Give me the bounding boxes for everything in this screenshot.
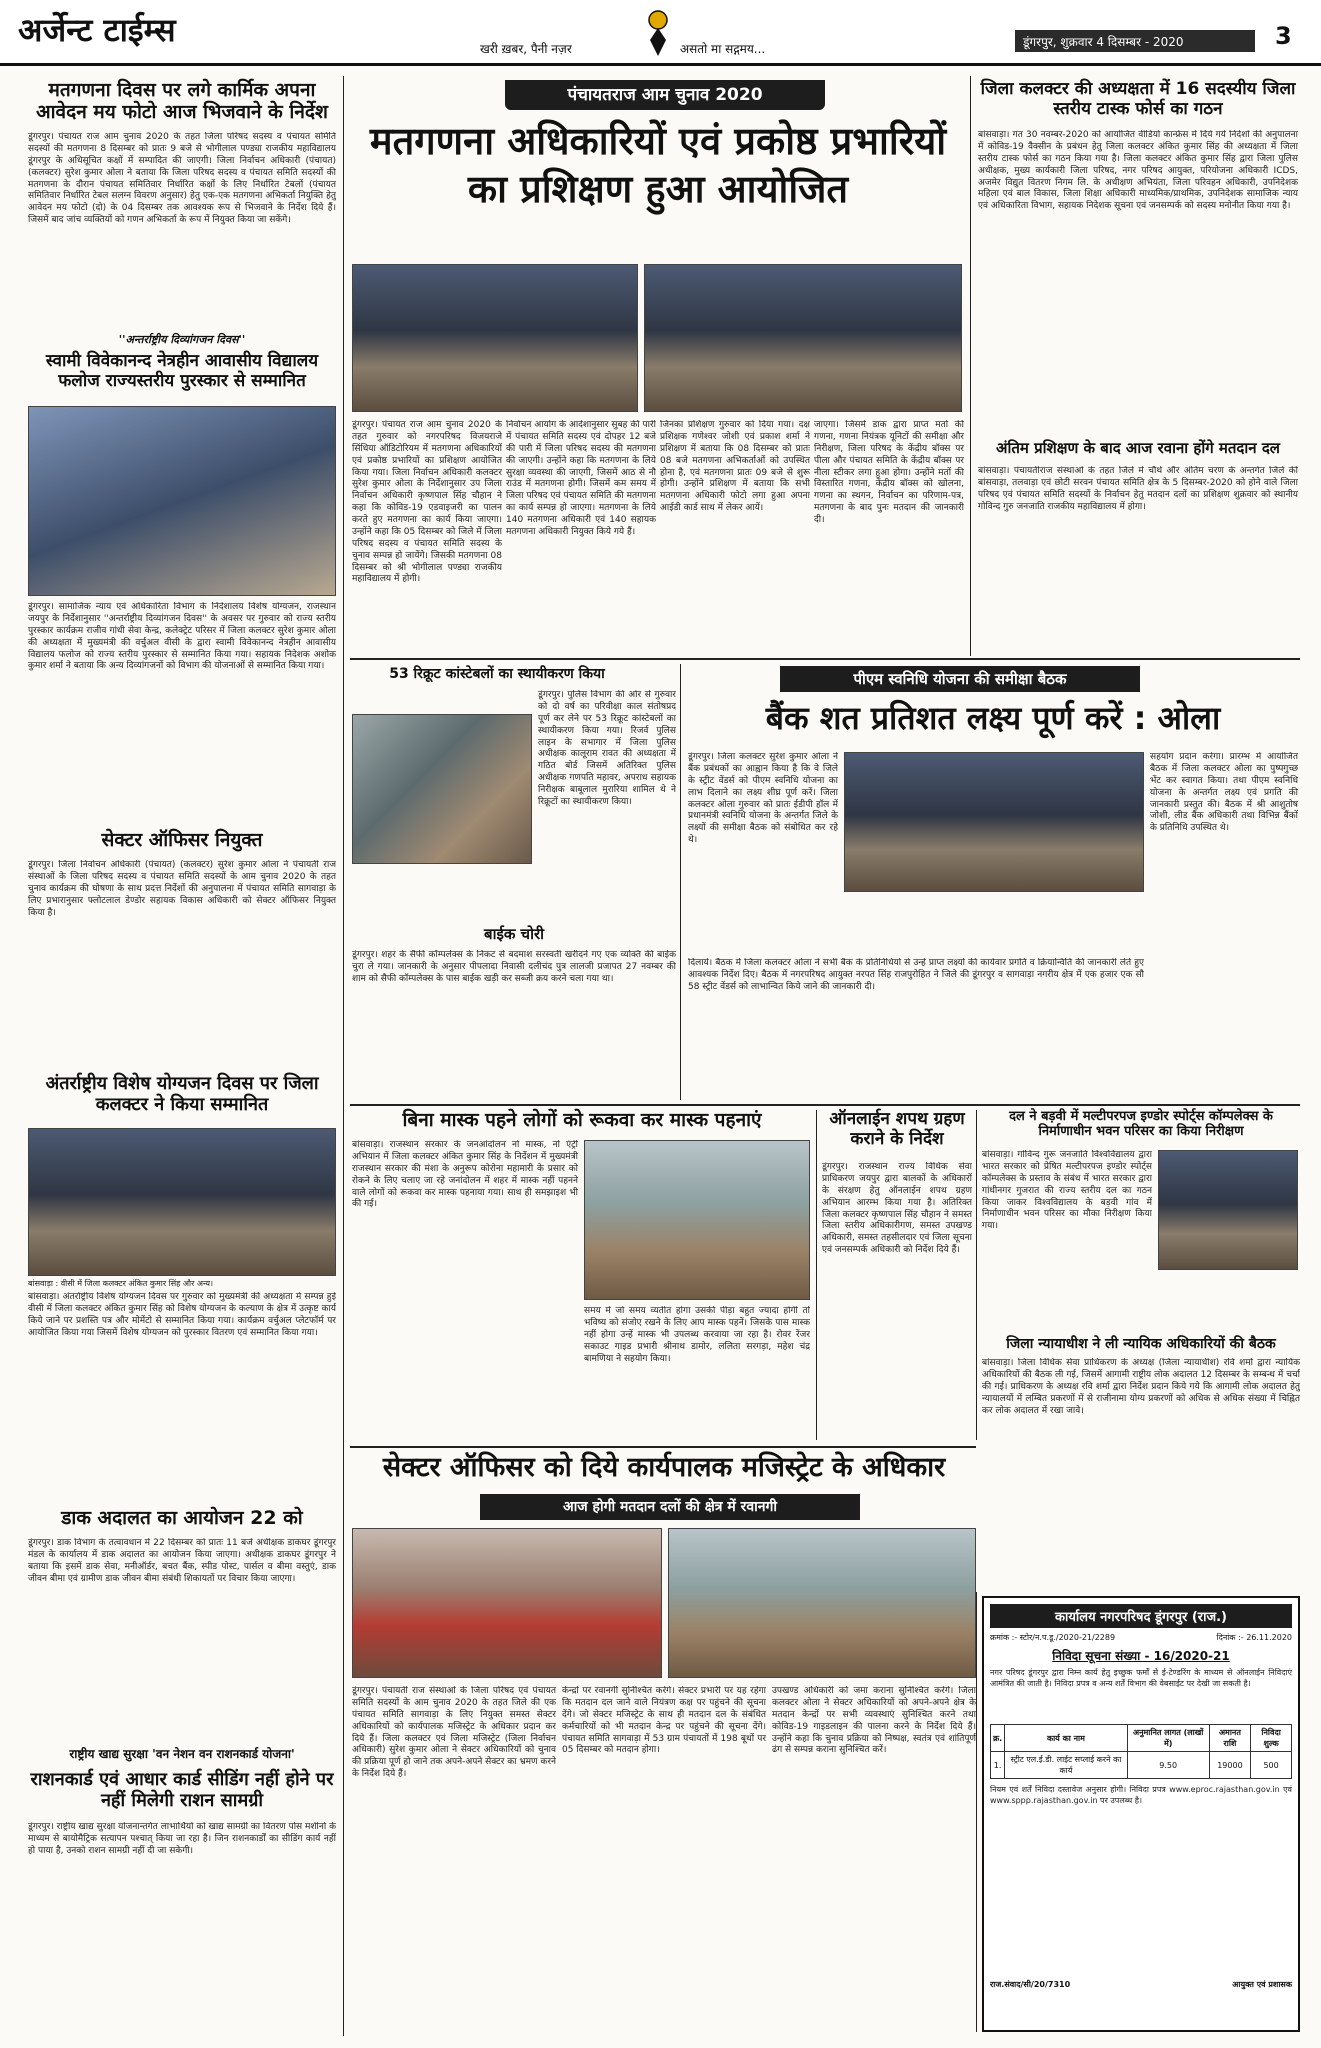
oath-headline: ऑनलाईन शपथ ग्रहण कराने के निर्देश [829, 1109, 965, 1149]
task-force-headline: जिला कलक्टर की अध्यक्षता में 16 सदस्यीय जिला स्तरीय टास्क फोर्स का गठन [980, 79, 1296, 119]
story6-body: डूंगरपुर। राष्ट्रीय खाद्य सुरक्षा योजनान्तर्गत लाभार्थियों को खाद्य सामग्री का वितरण पोस मशीनों के माध्यम से बायोमैट्रिक सत्यापन पश्चात् किया जा रहा है। जिन राशनकार्डों का सीडिंग कार्य नहीं हो पाया है, उनको राशन सामग्री नहीं दी जा सकेगी। [28, 1822, 336, 1856]
mask-headline: बिना मास्क पहने लोगों को रूकवा कर मास्क पहनाएं [402, 1109, 762, 1131]
story4-body: बांसवाड़ा। अंतर्राष्ट्रीय विशेष योग्यजन दिवस पर गुरुवार को मुख्यमंत्री की अध्यक्षता में सम्पन्न हुई वीसी में जिला कलक्टर अंकित कुमार सिंह को विशेष योग्यजन के कल्याण के क्षेत्र में उत्कृष्ट कार्य किये जाने पर प्रशस्ति पत्र और मोमेंटो से सम्मानित किया गया। कार्यक्रम वर्चुअल प्लेटफॉर्म पर आयोजित किया गया जिसमें विशेष योग्यजन को पुरस्कार वितरण एवं सम्मानित किया गया। [28, 1292, 336, 1338]
tender-notice [982, 1596, 1300, 2032]
column-divider [970, 76, 971, 656]
constable-headline: 53 रिक्रूट कांस्टेबलों का स्थायीकरण किया [389, 666, 605, 682]
story6-headline: राशनकार्ड एवं आधार कार्ड सीडिंग नहीं होने पर नहीं मिलेगी राशन सामग्री [30, 1769, 334, 1811]
bank-review-body-col1: डूंगरपुर। जिला कलक्टर सुरेश कुमार ओला ने बैंक प्रबंधकों का आह्वान किया है कि वे जिले के स्ट्रीट वेंडर्स को पीएम स्वनिधि योजना का लाभ दिलाने का लक्ष्य शीघ्र पूर्ण करें। जिला कलक्टर ओला गुरुवार को प्रातः ईडीपी हॉल में प्रधानमंत्री स्वनिधि योजना के अन्तर्गत जिले के लक्ष्यों की समीक्षा बैठक को संबोधित कर रहे थे। [688, 752, 838, 846]
sports-complex-body: बांसवाड़ा। गोविन्द गुरू जनजाति विश्वविद्यालय द्वारा भारत सरकार को प्रेषित मल्टीपरपज इण्डोर स्पोर्ट्स कॉम्पलेक्स के प्रस्ताव के संबंध में भारत सरकार द्वारा गांधीनगर गुजरात की राज्य स्तरीय दल का गठन किया जाकर विश्वविद्यालय के बड़वी गांव में निर्माणाधीन भवन परिसर का मौका निरीक्षण किया गया। [982, 1150, 1152, 1232]
tender-title: निविदा सूचना संख्या - 16/2020-21 [1052, 1649, 1230, 1663]
award-ceremony-photo [28, 406, 336, 596]
tender-col-cost: अनुमानित लागत (लाखों में) [1127, 1725, 1209, 1752]
column-divider [976, 1592, 977, 2032]
tender-ref: क्रमांक :- स्टोर/न.प.डू./2020-21/2289 [990, 1633, 1116, 1642]
mask-body-2: समय में जो समय व्यतीत होगा उसकी पीड़ा बहुत ज्यादा होगी तो भविष्य को संजोए रखने के लिए आप मास्क पहनें। जिसके पास मास्क नहीं होगा उन्हें मास्क भी उपलब्ध करवाया जा रहा है। रोवर रेंजर सकाउट गाइड प्रभारी श्रीनाथ डामोर, ललिता सरगड़ा, महेश चंद्र बामणिया ने सहयोग किया। [584, 1306, 810, 1364]
lead-body-col1: डूंगरपुर। पंचायत राज आम चुनाव 2020 के तहत गुरुवार को नगरपरिषद विजयराजे सिंधिया ऑडिटोरियम में मतगणना अधिकारियों एवं प्रकोष्ठ प्रभारियों का प्रशिक्षण आयोजित किया गया। जिला निर्वाचन अधिकारी कलक्टर सुरेश कुमार ओला के निर्देशानुसार उप जिला निर्वाचन अधिकारी कृष्णपाल सिंह चौहान ने कहा कि कोविड-19 एडवाइजरी का पालन करते हुए मतगणना का कार्य किया जाएगा। उन्होंने कहा कि 05 दिसम्बर को जिले में जिला परिषद सदस्य व पंचायत समिति सदस्य के चुनाव सम्पन्न हो जायेंगे। जिसकी मतगणना 08 दिसम्बर को श्री भोगीलाल पण्ड्या राजकीय महाविद्यालय में होगी। [352, 420, 502, 585]
bank-meeting-photo [844, 752, 1144, 892]
tender-row-sno: 1. [991, 1752, 1005, 1779]
bike-theft-body: डूंगरपुर। शहर के सैफी कॉम्पलेक्स के निकट से बदमाश सरस्वती खरीदने गए एक व्यक्ति की बाईक चुरा ले गया। जानकारी के अनुसार पीपलादा निवासी दलीचंद पुत्र लालजी प्रजापत 27 नवम्बर की शाम को सैफी कॉम्पलेक्स के पास बाईक खड़ी कर सब्जी क्रय करने चला गया था। [352, 950, 676, 984]
tender-table [990, 1724, 1292, 1779]
task-force-body: बांसवाड़ा। गत 30 नवम्बर-2020 को आयोजित वीडियो कान्फ्रेंस में दिये गये निर्देशों की अनुपालना में कोविड-19 वैक्सीन के प्रबंधन हेतु जिला कलक्टर अंकित कुमार सिंह की अध्यक्षता में जिला स्तरीय टास्क फोर्स का गठन किया गया है। जिला कलक्टर अंकित कुमार सिंह द्वारा जिला पुलिस अधीक्षक, मुख्य कार्यकारी जिला परिषद, नगर परिषद आयुक्त, परियोजना अधिकारी ICDS, अजमेर विद्युत वितरण निगम लि. के अधीक्षण अभियंता, जिला परिवहन अधिकारी, उपनिदेशक महिला एवं बाल विकास, जिला शिक्षा अधिकारी माध्यमिक/प्राथमिक, उपनिदेशक सामाजिक न्याय एवं अधिकारिता विभाग, सहायक निदेशक सूचना एवं जनसम्पर्क को सदस्य मनोनीत किया गया है। [978, 130, 1298, 212]
sector-officer-body-col2: केन्द्रों पर रवानगी सुनिश्चित करेंगे। सेक्टर प्रभारी पर यह रहेगा कि मतदान दल जाने वाले नियंत्रण कक्ष पर पहुंचने की सूचना देंगे। जो सेक्टर मजिस्ट्रेट के साथ ही मतदान दल के संबंधित कर्मचारियों को भी मतदान केन्द्र पर पहुंचने की सूचना देंगे। पंचायत समिति सागवाड़ा में 53 ग्राम पंचायतों में 198 बूथों पर 05 दिसम्बर को मतदान होगा। [562, 1686, 766, 1756]
slogan-left: खरी ख़बर, पैनी नज़र [480, 42, 572, 56]
tender-notes: नियम एवं शर्तें निविदा दस्तावेज अनुसार होगी। निविदा प्रपत्र www.eproc.rajasthan.gov.in एवं www.sppp.rajasthan.gov.in पर उपलब्ध है। [990, 1785, 1292, 1805]
tender-date: दिनांक :- 26.11.2020 [1216, 1633, 1292, 1642]
judge-meeting-headline: जिला न्यायाधीश ने ली न्यायिक अधिकारियों की बैठक [1006, 1336, 1276, 1352]
tender-row-emd: 19000 [1209, 1752, 1251, 1779]
polling-party-headline: अंतिम प्रशिक्षण के बाद आज रवाना होंगे मतदान दल [996, 439, 1280, 457]
lead-body-col2: निर्वाचन आयोग के आदेशानुसार सुबह की पारी में पंचायत समिति सदस्य एवं दोपहर 12 बजे की पारी में जिला परिषद सदस्य की मतगणना की जाएगी। उन्होंने कहा कि मतगणना के लिये सुरक्षा व्यवस्था की जाएगी, जिसमें आठ से नौ राउंड में मतगणना होगी। जिसमें कम समय में जिला परिषद एवं पंचायत समिति की मतगणना का कार्य सम्पन्न हो जाएगा। मतगणना के लिये 140 मतगणना अधिकारी एवं 140 सहायक मतगणना अधिकारी नियुक्त किये गये हैं। [506, 420, 656, 537]
pen-nib-icon [645, 10, 671, 56]
sector-officer-headline: सेक्टर ऑफिसर को दिये कार्यपालक मजिस्ट्रेट के अधिकार [382, 1452, 946, 1483]
story2-kicker: ''अन्तर्राष्ट्रीय दिव्यांगजन दिवस'' [118, 333, 246, 346]
polling-departure-banner: आज होगी मतदान दलों की क्षेत्र में रवानगी [480, 1494, 860, 1520]
sports-complex-headline: दल ने बड़वी में मल्टीपरपज इण्डोर स्पोर्ट्स कॉम्पलेक्स के निर्माणाधीन भवन परिसर का किया निरीक्षण [1009, 1109, 1273, 1139]
story1-body: डूंगरपुर। पंचायत राज आम चुनाव 2020 के तहत जिला परिषद सदस्य व पंचायत समिति सदस्यों की मतगणना 8 दिसम्बर को प्रातः 9 बजे से भोगीलाल पण्ड्या राजकीय महाविद्यालय डूंगरपुर के अधिसूचित कक्षों में सम्पादित की जाएगी। जिला निर्वाचन अधिकारी (पंचायत) (कलक्टर) सुरेश कुमार ओला ने बताया कि जिला परिषद सदस्य व पंचायत समिति सदस्यों की मतगणना के दौरान पंचायत समितिवार निर्धारित कक्षों के लिए निर्धारित टेबलों (पंचायत समितिवार निर्धारित टेबल सलग्न विवरण अनुसार) हेतु एक-एक मतगणना अभिकर्ता नियुक्ति हेतु आवेदन मय फोटो (दो) के 04 दिसम्बर तक आवश्यक रूप से भिजवाने के निर्देश दिये हैं। जिसमें बाद जांच व्यक्तियों को गणन अभिकर्ता के रूप में नियुक्त किया जा सकेंगे। [28, 132, 336, 226]
judge-meeting-body: बांसवाड़ा। जिला विधिक सेवा प्राधिकरण के अध्यक्ष (जिला न्यायाधीश) रवि शर्मा द्वारा न्यायिक अधिकारियों की बैठक ली गई, जिसमें आगामी राष्ट्रीय लोक अदालत 12 दिसम्बर के सम्बन्ध में चर्चा की गई। प्राधिकरण के अध्यक्ष रवि शर्मा द्वारा निर्देश प्रदान किये गये कि आगामी लोक अदालत हेतु न्यायालयों में लम्बित प्रकरणों में से राजीनामा योग्य प्रकरणों को अधिक से अधिक संख्या में चिह्नित कर लोक अदालत में रखा जावे। [982, 1358, 1300, 1416]
column-divider [816, 1110, 817, 1440]
table-row [991, 1752, 1292, 1779]
section-divider [350, 1104, 1300, 1106]
sector-officer-body-col1: डूंगरपुर। पंचायती राज संस्थाओं के जिला परिषद एवं पंचायत समिति सदस्यों के आम चुनाव 2020 के तहत जिले की एक पंचायत समिति सागवाड़ा के लिए नियुक्त समस्त सेक्टर अधिकारियों को कार्यपालक मजिस्ट्रेट के अधिकार प्रदान कर दिये हैं। जिला कलक्टर एवं जिला मजिस्ट्रेट (जिला निर्वाचन अधिकारी) सुरेश कुमार ओला ने सेक्टर अधिकारियों को चुनाव की प्रक्रिया पूर्ण हो जाने तक अपने-अपने सेक्टर का भ्रमण करने के निर्देश दिये हैं। [352, 1686, 556, 1780]
training-audience-photo [644, 264, 962, 412]
lead-headline: मतगणना अधिकारियों एवं प्रकोष्ठ प्रभारियों का प्रशिक्षण हुआ आयोजित [369, 119, 947, 211]
masthead [0, 0, 1321, 66]
tender-code: राज.संवाद/सी/20/7310 [990, 1980, 1071, 1989]
story1-headline: मतगणना दिवस पर लगे कार्मिक अपना आवेदन मय फोटो आज भिजवाने के निर्देश [36, 79, 328, 123]
polling-party-photo-2 [668, 1528, 976, 1678]
lead-body-col3: जिनका प्रशिक्षण गुरुवार को दिया गया। दक्ष प्रशिक्षक गणेश्वर जोशी एवं प्रकाश शर्मा ने प्रशिक्षण में बताया कि 08 दिसम्बर को प्रातः 08 बजे मतगणना अभिकर्ताओं को उपस्थित होना है, एवं मतगणना प्रातः 09 बजे से शुरू होगी। उन्होंने प्रशिक्षण में बताया कि सभी मतगणना अधिकारी फोटो लगा हुआ अपना आईडी कार्ड साथ में लेकर आयें। [660, 420, 810, 514]
story3-body: डूंगरपुर। जिला निर्वाचन अधिकारी (पंचायत) (कलक्टर) सुरेश कुमार ओला ने पंचायती राज संस्थाओं के जिला परिषद सदस्य व पंचायत समिति सदस्यों के आम चुनाव 2020 के तहत चुनाव कार्यक्रम की घोषणा के साथ प्रदत्त निर्देशों की अनुपालना में पंचायत समिति सागवाड़ा के लिए प्रभारानुसार फ्लोटलाल डेण्डोर सहायक विकास अधिकारी को सेक्टर ऑफिसर नियुक्त किया है। [28, 860, 336, 918]
tender-col-fee: निविदा शुल्क [1251, 1725, 1292, 1752]
inspection-photo [1158, 1150, 1298, 1270]
tender-row-cost: 9.50 [1127, 1752, 1209, 1779]
mask-drive-photo [584, 1140, 810, 1300]
story4-headline: अंतर्राष्ट्रीय विशेष योग्यजन दिवस पर जिला कलक्टर ने किया सम्मानित [45, 1073, 319, 1115]
lead-kicker: पंचायतराज आम चुनाव 2020 [505, 80, 825, 110]
story3-headline: सेक्टर ऑफिसर नियुक्त [101, 829, 263, 851]
tender-intro: नगर परिषद डूंगरपुर द्वारा निम्न कार्य हेतु इच्छुक फर्मों से ई-टेण्डरिंग के माध्यम से ऑनलाईन निविदाएं आमंत्रित की जाती है। निविदा प्रपत्र व अन्य शर्तें विभाग की वेबसाईट पर देखी जा सकती है। [990, 1668, 1292, 1688]
column-divider [343, 76, 344, 2036]
bike-theft-headline: बाईक चोरी [484, 925, 544, 943]
story5-headline: डाक अदालत का आयोजन 22 को [61, 1507, 303, 1529]
page-number: 3 [1275, 22, 1292, 50]
column-divider [680, 664, 681, 1100]
date-line: डूंगरपुर, शुक्रवार 4 दिसम्बर - 2020 [1015, 30, 1255, 52]
polling-party-body: बांसवाड़ा। पंचायतीराज संस्थाओं के तहत जिले में चौथे और अंतिम चरण के अन्तर्गत जिले की बांसवाड़ा, तलवाड़ा एवं छोटी सरवन पंचायत समिति क्षेत्र के 5 दिसम्बर-2020 को होने वाले जिला परिषद एवं पंचायत समिति सदस्यों के निर्वाचन हेतु मतदान दलों का प्रशिक्षण शुक्रवार को स्थानीय गोविन्द गुरु जनजाति राजकीय महाविद्यालय में होगा। [978, 466, 1298, 512]
training-hall-photo [352, 264, 638, 412]
vc-meeting-photo [28, 1128, 336, 1276]
polling-party-photo-1 [352, 1528, 662, 1678]
bank-review-body-col3: सहयोग प्रदान करेगा। प्रारम्भ में आयोजित बैठक में जिला कलक्टर ओला का पुष्पगुच्छ भेंट कर स्वागत किया। तथा पीएम स्वनिधि योजना के अन्तर्गत लक्ष्य एवं प्रगति की जानकारी प्रस्तुत की। बैठक में श्री आशुतोष जोशी, लीड बैंक अधिकारी तथा विभिन्न बैंकों के प्रतिनिधि उपस्थित थे। [1150, 752, 1298, 834]
story2-headline: स्वामी विवेकानन्द नेत्रहीन आवासीय विद्यालय फलोज राज्यस्तरीय पुरस्कार से सम्मानित [45, 351, 319, 391]
tender-sign: आयुक्त एवं प्रशासक [1232, 1980, 1292, 1989]
mask-body: बांसवाड़ा। राजस्थान सरकार के जनआंदोलन नो मास्क, नो एंट्री अभियान में जिला कलक्टर अंकित कुमार सिंह के निर्देशन में मुख्यमंत्री राजस्थान सरकार की मंशा के अनुरूप कोरोना महामारी के प्रसार को रोकने के लिए चलाए जा रहे जनांदोलन में शहर में मास्क नहीं पहनने वाले लोगों को रूकवा कर मास्क पहनाया गया। साथ ही समझाइश भी की गई। [352, 1140, 578, 1210]
section-divider [350, 658, 1300, 660]
tender-office: कार्यालय नगरपरिषद डूंगरपुर (राज.) [990, 1604, 1292, 1628]
bank-review-headline: बैंक शत प्रतिशत लक्ष्य पूर्ण करें : ओला [765, 699, 1221, 737]
tender-col-emd: अमानत राशि [1209, 1725, 1251, 1752]
story6-kicker: राष्ट्रीय खाद्य सुरक्षा 'वन नेशन वन राशनकार्ड योजना' [69, 1747, 295, 1761]
story5-body: डूंगरपुर। डाक विभाग के तत्वावधान में 22 दिसम्बर को प्रातः 11 बजे अधीक्षक डाकघर डूंगरपुर मंडल के कार्यालय में डाक अदालत का आयोजन किया जाएगा। अधीक्षक डाकघर डूंगरपुर ने बताया कि इसमें डाक सेवा, मनीऑर्डर, बचत बैंक, स्पीड पोस्ट, पार्सल व बीमा वस्तुएं, डाक जीवन बीमा एवं ग्रामीण डाक जीवन बीमा संबंधी शिकायतों पर विचार किया जाएगा। [28, 1538, 336, 1584]
lead-body-col4: जाएगा। जिसमें डाक द्वारा प्राप्त मतों की गणना, गणना नियंत्रक यूनिटों की समीक्षा और निरीक्षण, जिला परिषद के केंद्रीय बॉक्स पर पीला और पंचायत समिति के केंद्रीय बॉक्स पर नीला स्टीकर लगा हुआ होगा। उन्होंने मतों की विस्तारित गणना, केंद्रीय बॉक्स को खोलना, गणना का स्थगन, निर्वाचन का परिणाम-पत्र, मतगणना के बाद पुनः मतदान की जानकारी दी। [814, 420, 964, 525]
sector-officer-body-col3: उपखण्ड अधिकारी को जमा कराना सुनिश्चित करेंगे। जिला कलक्टर ओला ने सेक्टर अधिकारियों को अपने-अपने क्षेत्र के मतदान केन्द्रों पर सभी व्यवस्थाएं सुनिश्चित करने तथा कोविड-19 गाइडलाइन की पालना करने के निर्देश दिये हैं। उन्होंने कहा कि चुनाव प्रक्रिया को निष्पक्ष, स्वतंत्र एवं शांतिपूर्ण ढंग से सम्पन्न कराना सुनिश्चित करें। [772, 1686, 976, 1756]
story4-caption: बांसवाड़ा : वीसी में जिला कलक्टर अंकित कुमार सिंह और अन्य। [28, 1279, 214, 1288]
tender-col-sno: क्र. [991, 1725, 1005, 1752]
bank-review-body-col2: दिलायें। बैठक में जिला कलक्टर ओला ने सभी बैंक के प्रतिनिधियों से उन्हें प्राप्त लक्ष्यों की कार्यवार प्रगति व क्रियान्विति की जानकारी लेते हुए आवश्यक निर्देश दिए। बैठक में नगरपरिषद आयुक्त नरपत सिंह राजपुरोहित ने जिले की डूंगरपुर व सागवाड़ा नगरीय क्षेत्र में एक हजार एक सौ 58 स्ट्रीट वेंडर्स को लाभान्वित किये जाने की जानकारी दी। [688, 958, 1144, 992]
constable-body: डूंगरपुर। पुलिस विभाग की ओर से गुरुवार को दो वर्ष का परिवीक्षा काल संतोषप्रद पूर्ण कर लेने पर 53 रिक्रूट कांस्टेबलों का स्थायीकरण किया गया। रिजर्व पुलिस लाइन के सभागार में जिला पुलिस अधीक्षक कालूराम रावत की अध्यक्षता में गठित बोर्ड जिसमें अतिरिक्त पुलिस अधीक्षक गणपति महावर, अपराध सहायक निरीक्षक बाबूलाल मुरारिया शामिल थे ने रिक्रूटों का स्थायीकरण किया। [538, 690, 676, 807]
tender-row-fee: 500 [1251, 1752, 1292, 1779]
tender-row-work: स्ट्रीट एल.ई.डी. लाईट सप्लाई करने का कार्य [1005, 1752, 1128, 1779]
tender-col-work: कार्य का नाम [1005, 1725, 1128, 1752]
section-divider [350, 1446, 976, 1448]
column-divider [976, 1110, 977, 1440]
slogan-right: असतो मा सद्गमय... [680, 42, 766, 56]
story2-body: डूंगरपुर। सामाजिक न्याय एवं अधिकारिता विभाग के निदेशालय विशेष योग्यजन, राजस्थान जयपुर के निर्देशानुसार ''अन्तर्राष्ट्रीय दिव्यांगजन दिवस'' के अवसर पर गुरुवार को राज्य स्तरीय पुरस्कार कार्यक्रम राजीव गांधी सेवा केन्द्र, कलेक्ट्रेट परिसर में जिला कलक्टर सुरेश कुमार ओला की अध्यक्षता में मुख्यमंत्री की वर्चुअल वीसी के द्वारा स्वामी विवेकानन्द नेत्रहीन आवासीय विद्यालय फलोज को राज्य स्तरीय पुरस्कार से सम्मानित किया गया। सहायक निदेशक अशोक कुमार शर्मा ने बताया कि अन्य दिव्यांगजनों को विभाग की योजनाओं से सम्मानित किया गया। [28, 602, 336, 672]
newspaper-name: अर्जेन्ट टाईम्स [18, 11, 176, 49]
police-photo [352, 714, 532, 864]
bank-review-kicker: पीएम स्वनिधि योजना की समीक्षा बैठक [780, 666, 1140, 692]
oath-body: डूंगरपुर। राजस्थान राज्य विधिक सेवा प्राधिकरण जयपुर द्वारा बालकों के अधिकारों के संरक्षण हेतु ऑनलाईन शपथ ग्रहण अभियान आरम्भ किया गया है। अतिरिक्त जिला कलक्टर कृष्णपाल सिंह चौहान ने समस्त जिला स्तरीय अधिकारीगण, समस्त उपखण्ड अधिकारी, समस्त तहसीलदार एवं जिला सूचना एवं जनसम्पर्क अधिकारी को निर्देश दिये हैं। [822, 1162, 972, 1256]
